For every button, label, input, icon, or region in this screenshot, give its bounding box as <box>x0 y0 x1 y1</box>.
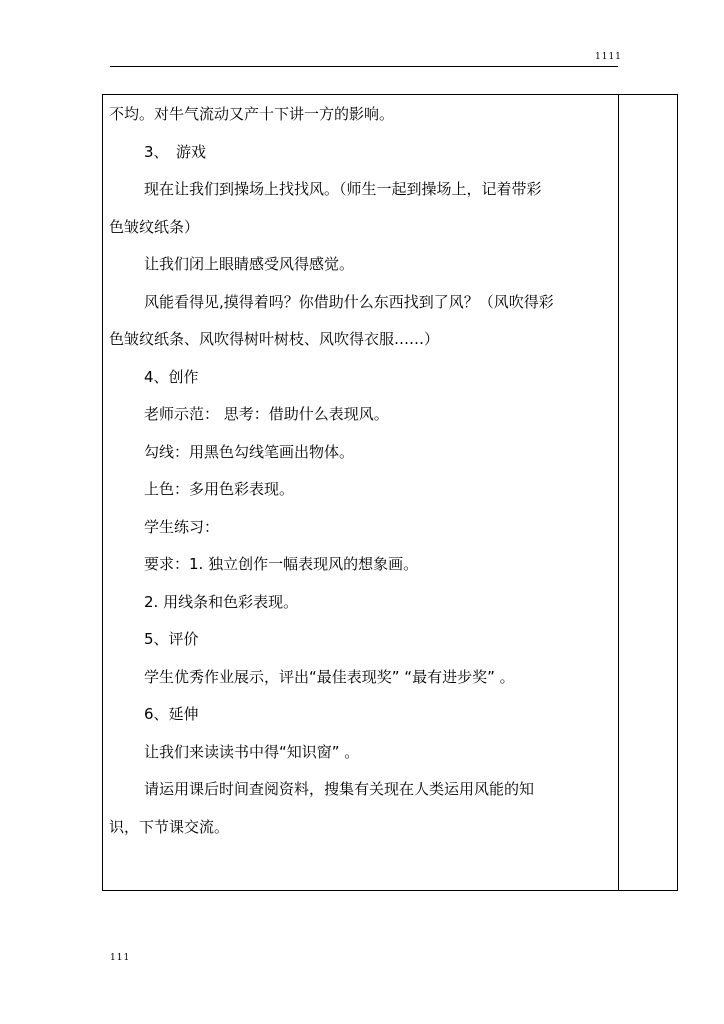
footer-page-number: 111 <box>110 953 131 963</box>
text-line: 2. 用线条和色彩表现。 <box>144 592 299 611</box>
text-line: 识，下节课交流。 <box>109 817 230 836</box>
header-rule <box>110 66 618 67</box>
text-line: 请运用课后时间查阅资料，搜集有关现在人类运用风能的知 <box>144 780 535 798</box>
text-line: 学生优秀作业展示，评出“最佳表现奖” “最有进步奖” 。 <box>144 667 515 686</box>
text-line: 勾线：用黑色勾线笔画出物体。 <box>144 442 355 461</box>
text-line: 风能看得见,摸得着吗？你借助什么东西找到了风？（风吹得彩 <box>144 292 554 311</box>
text-line: 色皱纹纸条） <box>109 217 200 236</box>
text-line: 上色：多用色彩表现。 <box>144 480 295 498</box>
text-line: 要求：1. 独立创作一幅表现风的想象画。 <box>144 555 419 573</box>
header-page-number: 1111 <box>595 52 622 62</box>
text-line: 色皱纹纸条、风吹得树叶树枝、风吹得衣服……） <box>109 330 440 348</box>
text-line: 不均。对牛气流动又产十下讲一方的影响。 <box>109 105 395 123</box>
text-line: 让我们来读读书中得“知识窗” 。 <box>144 742 360 761</box>
text-line: 让我们闭上眼睛感受风得感觉。 <box>144 255 355 273</box>
section-heading-game: 3、 游戏 <box>144 142 207 161</box>
text-line: 现在让我们到操场上找找风。（师生一起到操场上，记着带彩 <box>144 180 542 198</box>
table-column-divider <box>618 94 619 891</box>
text-line: 老师示范： 思考：借助什么表现风。 <box>144 405 389 423</box>
section-heading-create: 4、创作 <box>144 367 199 386</box>
lesson-content <box>109 96 615 846</box>
section-heading-evaluate: 5、评价 <box>144 630 199 648</box>
section-heading-extend: 6、延伸 <box>144 705 199 723</box>
text-line: 学生练习： <box>144 517 220 536</box>
